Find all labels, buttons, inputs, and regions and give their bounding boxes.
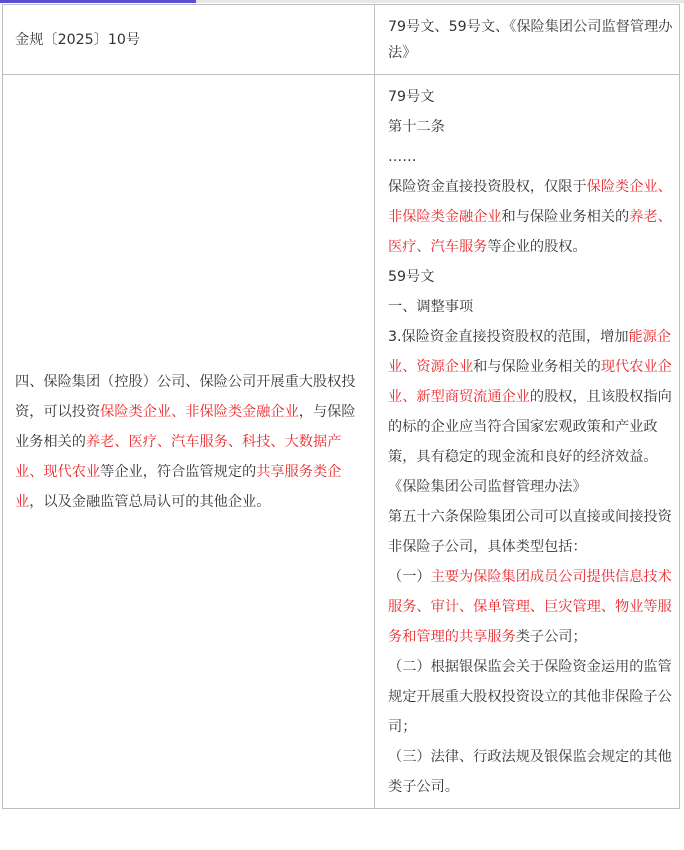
left-highlight-1: 保险类企业、非保险类金融企业 bbox=[100, 403, 299, 420]
doc59-highlight-2: 现代农业企业、新型商贸流通企业 bbox=[388, 359, 672, 405]
doc59-paragraph bbox=[388, 322, 673, 472]
body-cell-left bbox=[3, 75, 375, 809]
doc79-paragraph bbox=[388, 172, 673, 262]
doc79-text-2: 和与保险业务相关的 bbox=[501, 209, 630, 225]
doc79-highlight-1: 保险类企业、非保险类金融企业 bbox=[388, 179, 672, 225]
measures-article: 第五十六条保险集团公司可以直接或间接投资非保险子公司，具体类型包括： bbox=[388, 509, 672, 555]
measures-item-1 bbox=[388, 562, 673, 652]
item1-suffix: 类子公司； bbox=[515, 629, 587, 645]
left-text-3: 等企业，符合监管规定的 bbox=[100, 463, 257, 480]
item1-highlight: 主要为保险集团成员公司提供信息技术服务、审计、保单管理、巨灾管理、物业等服务和管理的共享服务 bbox=[388, 569, 672, 645]
header-cell-left: 金规〔2025〕10号 bbox=[3, 5, 375, 75]
top-accent-track bbox=[196, 0, 684, 3]
doc59-text-1: 3.保险资金直接投资股权的范围，增加 bbox=[388, 329, 629, 345]
measures-item-3: （三）法律、行政法规及银保监会规定的其他类子公司。 bbox=[388, 749, 672, 795]
doc79-text-3: 等企业的股权。 bbox=[487, 239, 587, 255]
measures-title: 《保险集团公司监督管理办法》 bbox=[388, 479, 587, 495]
doc79-article: 第十二条 bbox=[388, 119, 445, 135]
body-cell-right bbox=[375, 75, 680, 809]
table-row bbox=[3, 5, 680, 75]
doc59-text-2: 和与保险业务相关的 bbox=[473, 359, 601, 375]
header-cell-right: 79号文、59号文、《保险集团公司监督管理办法》 bbox=[375, 5, 680, 75]
doc59-text-3: 的股权，且该股权指向的标的企业应当符合国家宏观政策和产业政策，具有稳定的现金流和良好的经济效益。 bbox=[388, 389, 672, 465]
doc59-section: 一、调整事项 bbox=[388, 299, 474, 315]
doc59-highlight-1: 能源企业、资源企业 bbox=[388, 329, 672, 375]
doc79-title: 79号文 bbox=[388, 89, 435, 105]
doc79-ellipsis: …… bbox=[388, 149, 417, 165]
left-text-4: ，以及金融监管总局认可的其他企业。 bbox=[29, 493, 271, 510]
top-accent-highlight bbox=[0, 0, 196, 3]
measures-item-2: （二）根据银保监会关于保险资金运用的监管规定开展重大股权投资设立的其他非保险子公司； bbox=[388, 659, 672, 735]
item1-prefix: （一） bbox=[388, 569, 431, 585]
left-highlight-2: 养老、医疗、汽车服务、科技、大数据产业、现代农业 bbox=[15, 433, 342, 480]
doc59-title: 59号文 bbox=[388, 269, 435, 285]
table-row bbox=[3, 75, 680, 809]
doc79-text-1: 保险资金直接投资股权，仅限于 bbox=[388, 179, 587, 195]
left-text-2: ，与保险业务相关的 bbox=[15, 403, 356, 450]
doc79-highlight-2: 养老、医疗、汽车服务 bbox=[388, 209, 672, 255]
left-text-1: 四、保险集团（控股）公司、保险公司开展重大股权投资，可以投资 bbox=[15, 373, 356, 420]
comparison-table bbox=[2, 4, 680, 809]
left-highlight-3: 共享服务类企业 bbox=[15, 463, 342, 510]
